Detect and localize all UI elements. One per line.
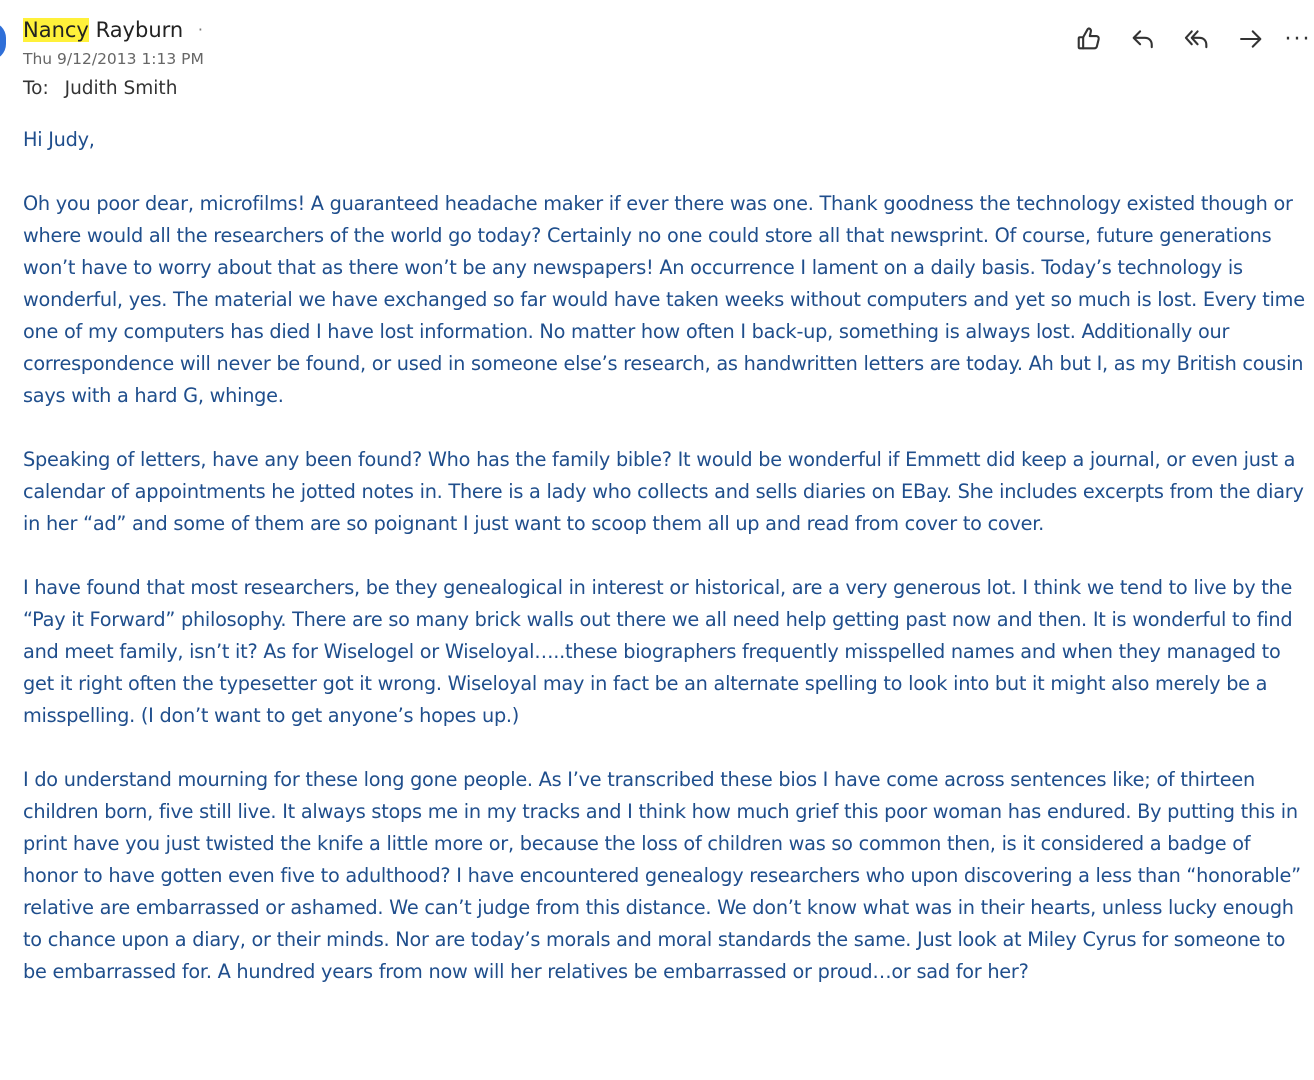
greeting-line: Hi Judy, <box>23 128 95 151</box>
message-body <box>23 124 1308 1020</box>
reply-all-icon <box>1183 25 1211 53</box>
body-paragraph-4: I do understand mourning for these long gone people. As I’ve transcribed these bios I have come across sentences like; of thirteen children born, five still live. It always stops me in my tracks and I think how much grief this poor woman has endured. By putting this in print have you just twisted the knife a little more or, because the loss of children was so common then, is it considered a badge of honor to have gotten even five to adulthood? I have encountered genealogy researchers who upon discovering a less than “honorable” relative are embarrassed or ashamed. We can’t judge from this distance. We don’t know what was in their hearts, unless lucky enough to chance upon a diary, or their minds. Nor are today’s morals and moral standards the same. Just look at Miley Cyrus for someone to be embarrassed for. A hundred years from now will her relatives be embarrassed or proud…or sad for her? <box>23 768 1301 983</box>
recipient-line <box>23 72 1053 106</box>
reply-all-button[interactable] <box>1170 22 1224 56</box>
body-paragraph-1: Oh you poor dear, microfilms! A guaranteed headache maker if ever there was one. Thank goodness the technology existed though or where would all the researchers of the world go today? Certainly no one could store all that newsprint. Of course, future generations won’t have to worry about that as there won’t be any newspapers! An occurrence I lament on a daily basis. Today’s technology is wonderful, yes. The material we have exchanged so far would have taken weeks without computers and yet so much is lost. Every time one of my computers has died I have lost information. No matter how often I back-up, something is always lost. Additionally our correspondence will never be found, or used in someone else’s research, as handwritten letters are today. Ah but I, as my British cousin says with a hard G, whinge. <box>23 192 1305 407</box>
recipient-name[interactable]: Judith Smith <box>64 78 178 99</box>
sender-last-name: Rayburn <box>95 18 184 42</box>
sender-name[interactable] <box>23 14 1053 46</box>
sent-timestamp: Thu 9/12/2013 1:13 PM <box>23 50 204 68</box>
avatar[interactable] <box>0 22 6 60</box>
body-paragraph-2: Speaking of letters, have any been found? Who has the family bible? It would be wonderful if Emmett did keep a journal, or even just a calendar of appointments he jotted notes in. There is a lady who collects and sells diaries on EBay. She includes excerpts from the diary in her “ad” and some of them are so poignant I just want to scoop them all up and read from cover to cover. <box>23 448 1304 535</box>
reply-icon <box>1129 25 1157 53</box>
more-options-button[interactable]: ··· <box>1284 26 1312 52</box>
sender-first-name: Nancy <box>23 18 89 42</box>
reply-button[interactable] <box>1116 22 1170 56</box>
like-button[interactable] <box>1062 22 1116 56</box>
body-paragraph-3: I have found that most researchers, be they genealogical in interest or historical, are a very generous lot. I think we tend to live by the “Pay it Forward” philosophy. There are so many brick walls out there we all need help getting past now and then. It is wonderful to find and meet family, isn’t it? As for Wiselogel or Wiseloyal…..these biographers frequently misspelled names and when they managed to get it right often the typesetter got it wrong. Wiseloyal may in fact be an alternate spelling to look into but it might also merely be a misspelling. (I don’t want to get anyone’s hopes up.) <box>23 576 1293 727</box>
presence-dot: · <box>197 20 203 39</box>
forward-button[interactable] <box>1224 22 1278 56</box>
forward-icon <box>1237 25 1265 53</box>
message-header <box>23 14 1053 106</box>
thumbs-up-icon <box>1075 25 1103 53</box>
to-label: To: <box>23 78 49 99</box>
message-toolbar <box>1062 22 1314 56</box>
